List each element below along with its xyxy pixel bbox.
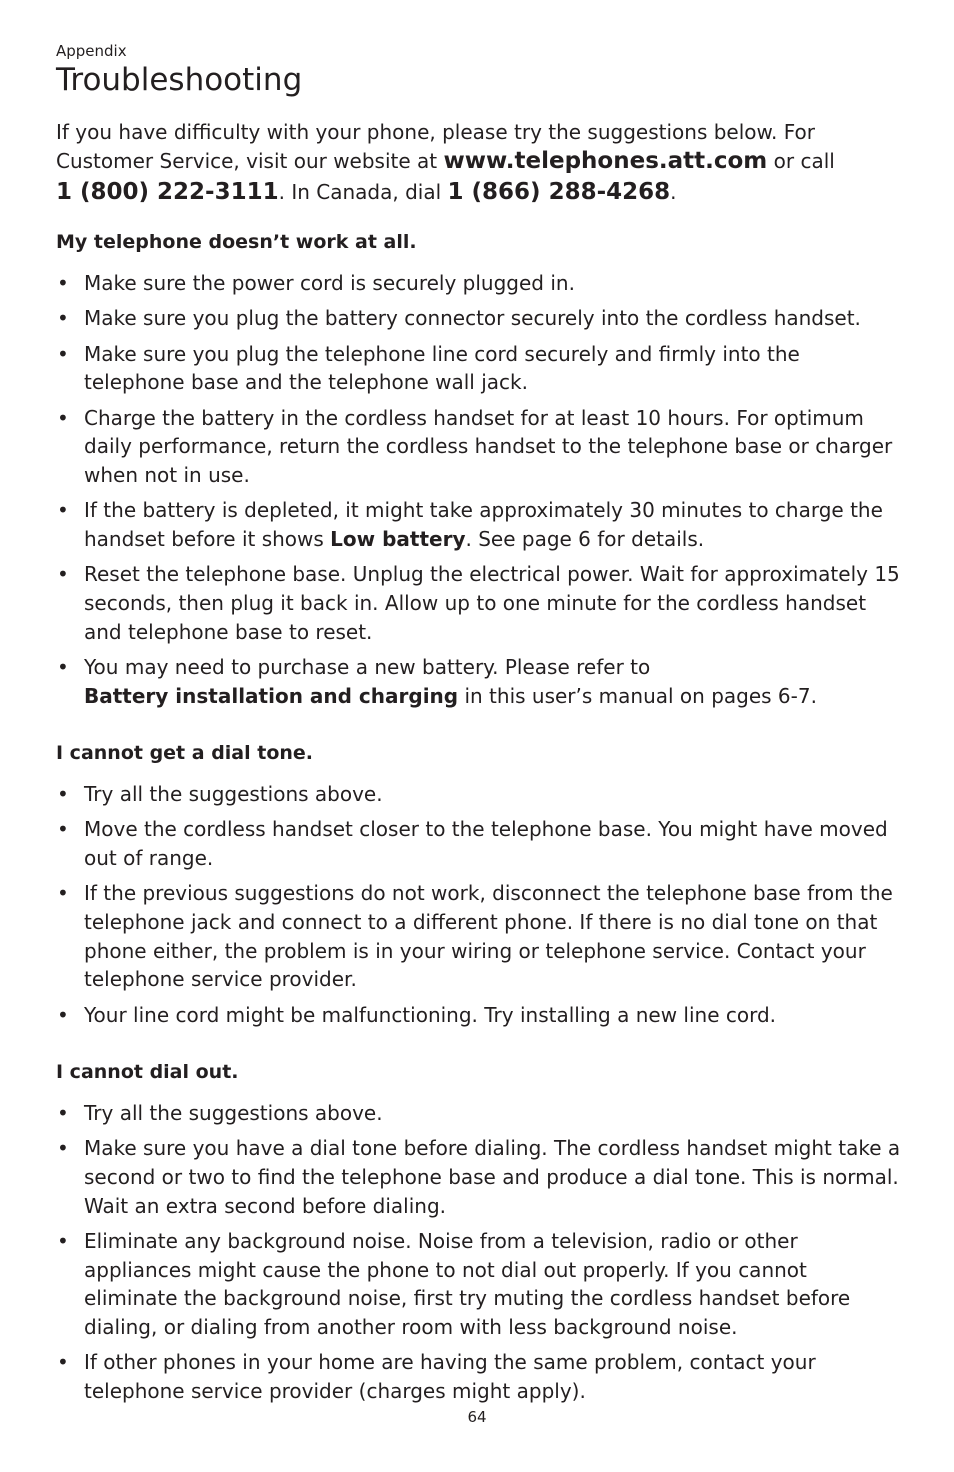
list-item: [56, 560, 906, 646]
website-link[interactable]: www.telephones.att.com: [443, 148, 768, 174]
bullet-icon: •: [57, 1229, 69, 1253]
bullet-icon: •: [57, 1350, 69, 1375]
bullet-icon: •: [57, 782, 69, 806]
bullet-list: [56, 1099, 906, 1412]
list-item: [56, 269, 906, 298]
list-item-text: in this user’s manual on pages 6-7.: [458, 683, 817, 708]
list-item-text: . See page 6 for details.: [465, 527, 705, 551]
list-item-text: Try all the suggestions above.: [84, 782, 383, 806]
bullet-icon: •: [57, 306, 69, 331]
bullet-icon: •: [57, 341, 69, 366]
list-item-text: Make sure you plug the telephone line cord securely and firmly into the telephone base and the telephone wall jack.: [84, 341, 800, 395]
list-item-text: Reset the telephone base. Unplug the electrical power. Wait for approximately 15 seconds, then plug it back in. Allow up to one minute for the cordless handset and telephone base to reset.: [84, 562, 900, 644]
list-item: [56, 496, 906, 553]
battery-installation-reference: Battery installation and charging: [84, 683, 459, 708]
bullet-icon: •: [57, 817, 69, 842]
bullet-icon: •: [57, 1002, 69, 1027]
list-item-text: If the battery is depleted, it might take approximately 30 minutes to charge the handset before it shows: [84, 498, 883, 551]
bullet-icon: •: [57, 1136, 69, 1161]
list-item: [56, 304, 906, 333]
intro-text: If you have difficulty with your phone, please try the suggestions below. For Customer Service, visit our website at: [56, 120, 816, 173]
list-item: [56, 780, 906, 809]
low-battery-label: Low battery: [330, 527, 466, 551]
bullet-icon: •: [57, 498, 69, 523]
list-item-text: Your line cord might be malfunctioning. Try installing a new line cord.: [84, 1002, 777, 1027]
bullet-list: [56, 780, 906, 1036]
section-heading: My telephone doesn’t work at all.: [56, 231, 417, 253]
list-item: [56, 879, 906, 994]
list-item: [56, 815, 906, 872]
list-item-text: Make sure the power cord is securely plugged in.: [84, 271, 575, 295]
intro-paragraph: [56, 118, 906, 207]
bullet-icon: •: [57, 655, 69, 679]
bullet-icon: •: [57, 1101, 69, 1125]
list-item: [56, 1134, 906, 1220]
intro-text: or call: [767, 149, 835, 173]
bullet-list: [56, 269, 906, 717]
list-item: [56, 404, 906, 490]
bullet-icon: •: [57, 562, 69, 587]
list-item-text: Eliminate any background noise. Noise from a television, radio or other appliances might cause the phone to not dial out properly. If you cannot eliminate the background noise, first try muting the cordless handset before dialing, or dialing from another room with less background noise.: [84, 1229, 851, 1340]
list-item-text: Make sure you plug the battery connector securely into the cordless handset.: [84, 306, 861, 331]
list-item: [56, 1348, 906, 1405]
bullet-icon: •: [57, 271, 69, 295]
list-item: [56, 653, 906, 710]
intro-text: . In Canada, dial: [278, 180, 448, 204]
list-item-text: You may need to purchase a new battery. Please refer to: [84, 655, 651, 679]
page-number: 64: [467, 1408, 487, 1426]
list-item-text: Charge the battery in the cordless handset for at least 10 hours. For optimum daily performance, return the cordless handset to the telephone base or charger when not in use.: [84, 405, 893, 487]
section-label: Appendix: [56, 42, 127, 60]
page-title: Troubleshooting: [56, 62, 303, 98]
list-item-text: If other phones in your home are having the same problem, contact your telephone service provider (charges might apply).: [84, 1350, 816, 1404]
bullet-icon: •: [57, 881, 69, 906]
list-item: [56, 1099, 906, 1128]
list-item: [56, 1227, 906, 1342]
list-item-text: Make sure you have a dial tone before dialing. The cordless handset might take a second or two to find the telephone base and produce a dial tone. This is normal. Wait an extra second before dialing.: [84, 1136, 901, 1218]
list-item-text: If the previous suggestions do not work, disconnect the telephone base from the telephone jack and connect to a different phone. If there is no dial tone on that phone either, the problem is in your wiring or telephone service. Contact your telephone service provider.: [84, 881, 893, 992]
list-item-text: Move the cordless handset closer to the telephone base. You might have moved out of range.: [84, 817, 888, 870]
intro-text: .: [670, 180, 677, 204]
section-heading: I cannot get a dial tone.: [56, 742, 314, 764]
phone-number-canada: 1 (866) 288-4268: [447, 179, 671, 205]
list-item: [56, 1001, 906, 1030]
phone-number-us: 1 (800) 222-3111: [56, 179, 279, 205]
bullet-icon: •: [57, 405, 69, 430]
list-item: [56, 340, 906, 397]
section-heading: I cannot dial out.: [56, 1061, 239, 1083]
list-item-text: Try all the suggestions above.: [84, 1101, 383, 1125]
